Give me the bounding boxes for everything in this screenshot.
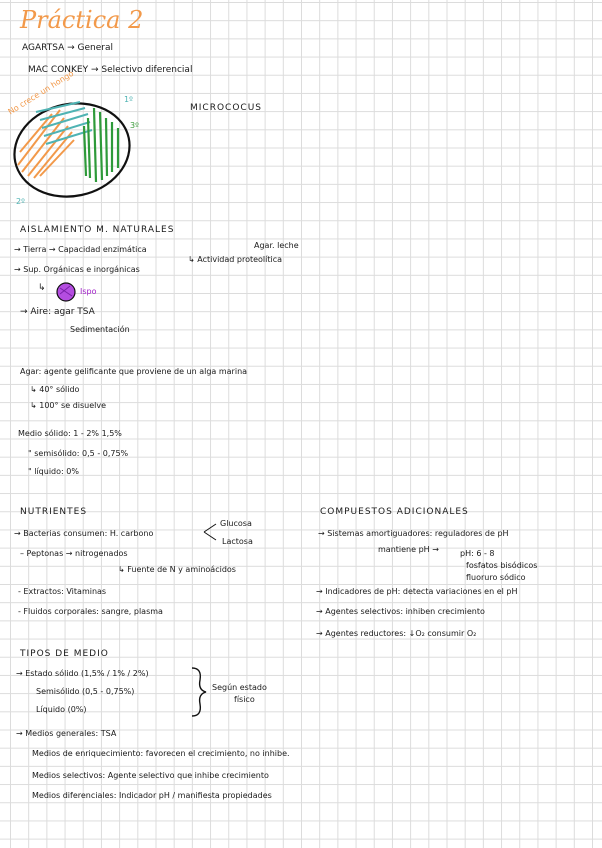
fuente-nitrogeno: ↳ Fuente de N y aminoácidos (118, 565, 236, 574)
agar-40: ↳ 40° sólido (30, 385, 80, 394)
ph-range: pH: 6 - 8 (460, 549, 495, 558)
aislamiento-heading: AISLAMIENTO M. NATURALES (20, 225, 175, 235)
nutrientes-heading: NUTRIENTES (20, 507, 88, 517)
medio-liquido: " líquido: 0% (28, 467, 79, 476)
micrococus-label: MICROCOCUS (190, 103, 262, 113)
mantiene-ph: mantiene pH → (378, 545, 439, 554)
bacterias-line: → Bacterias consumen: H. carbono (14, 529, 154, 538)
indicadores-line: → Indicadores de pH: detecta variaciones en el pH (316, 587, 518, 596)
plate-label-3: 3º (130, 121, 139, 130)
ispo-label: Ispo (80, 287, 97, 296)
actividad-proteolitica: ↳ Actividad proteolítica (188, 255, 283, 264)
page-title: Práctica 2 (20, 6, 144, 34)
sup-organicas-line: → Sup. Orgánicas e inorgánicas (14, 265, 140, 274)
extractos-line: - Extractos: Vitaminas (18, 587, 107, 596)
tipo-liquido: Líquido (0%) (36, 705, 87, 714)
fosfatos-label: fosfatos bisódicos (466, 561, 538, 570)
agentes-reductores-line: → Agentes reductores: ↓O₂ consumir O₂ (316, 629, 477, 638)
fluoruro-label: fluoruro sódico (466, 573, 526, 582)
sedimentacion-label: Sedimentación (70, 325, 130, 334)
fluidos-line: - Fluidos corporales: sangre, plasma (18, 607, 163, 616)
medios-generales: → Medios generales: TSA (16, 729, 117, 738)
sistemas-line: → Sistemas amortiguadores: reguladores de pH (318, 529, 509, 538)
glucosa-label: Glucosa (220, 519, 252, 528)
medio-solido: Medio sólido: 1 - 2% 1,5% (18, 429, 122, 438)
tipo-semisolido: Semisólido (0,5 - 0,75%) (36, 687, 135, 696)
aire-line: → Aire: agar TSA (20, 307, 95, 317)
lactosa-label: Lactosa (222, 537, 253, 546)
tipos-heading: TIPOS DE MEDIO (20, 649, 109, 659)
medios-diferenciales: Medios diferenciales: Indicador pH / manifiesta propiedades (32, 791, 272, 800)
medio-semisolido: " semisólido: 0,5 - 0,75% (28, 449, 129, 458)
fisico-label: físico (234, 695, 255, 704)
tierra-line: → Tierra → Capacidad enzimática (14, 245, 147, 254)
agar-definition: Agar: agente gelificante que proviene de un alga marina (20, 367, 248, 376)
agar-100: ↳ 100° se disuelve (30, 401, 107, 410)
compuestos-heading: COMPUESTOS ADICIONALES (320, 507, 469, 517)
plate-label-2: 2º (16, 197, 25, 206)
plate-label-1: 1º (124, 95, 133, 104)
agentes-selectivos-line: → Agentes selectivos: inhiben crecimiento (316, 607, 485, 616)
medios-selectivos: Medios selectivos: Agente selectivo que inhibe crecimiento (32, 771, 269, 780)
plate-label-top: No crece un hongo (6, 68, 76, 117)
estado-solido: → Estado sólido (1,5% / 1% / 2%) (16, 669, 149, 678)
peptonas-line: – Peptonas → nitrogenados (20, 549, 128, 558)
segun-estado: Según estado (212, 683, 267, 692)
medios-enriquecimiento: Medios de enriquecimiento: favorecen el crecimiento, no inhibe. (32, 749, 290, 758)
agartsa-line: AGARTSA → General (22, 43, 113, 53)
mac-conkey-line: MAC CONKEY → Selectivo diferencial (28, 65, 193, 75)
ispo-arrow: ↳ (38, 283, 46, 293)
agar-leche: Agar. leche (254, 241, 299, 250)
